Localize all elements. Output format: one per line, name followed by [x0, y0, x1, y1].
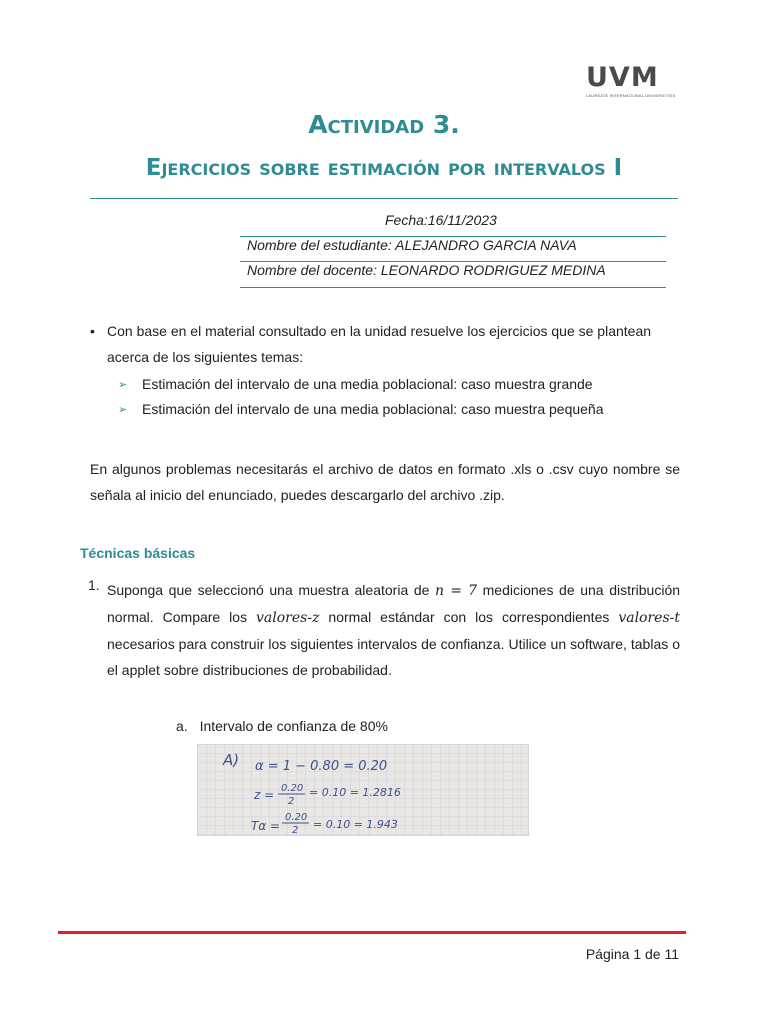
section-heading: Técnicas básicas	[80, 545, 196, 561]
handwriting-label: A)	[223, 751, 240, 769]
meta-divider	[240, 287, 666, 288]
handwriting-fraction-bottom: 2	[288, 796, 295, 807]
handwritten-solution-image	[197, 744, 529, 836]
handwriting-line: = 0.10 = 1.943	[313, 818, 398, 831]
handwriting-line: z =	[254, 788, 275, 802]
topic-text: Estimación del intervalo de una media poblacional: caso muestra pequeña	[142, 401, 604, 417]
logo-tagline: LAUREATE INTERNATIONAL UNIVERSITIES	[586, 93, 676, 98]
uvm-logo	[586, 62, 676, 100]
math-expression: valores-z	[256, 610, 320, 626]
topic-item	[118, 401, 604, 417]
handwriting-line: Tα =	[251, 819, 281, 833]
teacher-name-field: Nombre del docente: LEONARDO RODRIGUEZ MEDINA	[247, 262, 606, 278]
activity-title: Actividad 3.	[308, 110, 460, 139]
instructions-bullet	[90, 318, 680, 370]
subquestion-text: Intervalo de confianza de 80%	[199, 718, 388, 734]
subquestion-a	[176, 718, 388, 734]
data-file-note: En algunos problemas necesitarás el archivo de datos en formato .xls o .csv cuyo nombre se señala al inicio del enunciado, puedes descargarlo del archivo .zip.	[90, 461, 680, 503]
logo-wordmark	[586, 64, 666, 91]
topic-text: Estimación del intervalo de una media poblacional: caso muestra grande	[142, 376, 593, 392]
arrow-bullet-icon: ➢	[118, 379, 128, 391]
arrow-bullet-icon: ➢	[118, 404, 128, 416]
topic-item	[118, 376, 593, 392]
question-text-part: normal estándar con los correspondientes	[328, 609, 610, 625]
logo-text: UVM	[586, 62, 659, 93]
handwriting-line: = 0.10 = 1.2816	[309, 786, 401, 799]
page-number: Página 1 de 11	[585, 946, 679, 962]
handwriting-fraction-bottom: 2	[292, 825, 299, 836]
title-divider	[90, 198, 678, 199]
math-expression: valores-t	[618, 610, 680, 626]
question-number: 1.	[88, 577, 100, 593]
question-text-part: necesarios para construir los siguientes intervalos de confianza. Utilice un software, tablas o el applet sobre distribuciones de probabilidad.	[107, 636, 680, 678]
student-name-field: Nombre del estudiante: ALEJANDRO GARCIA NAVA	[247, 237, 577, 253]
question-text-part: mediciones de una distribución normal. Compare los	[107, 582, 681, 625]
math-expression: n = 7	[435, 583, 478, 599]
handwriting-fraction-top: 0.20	[281, 783, 304, 794]
subquestion-label: a.	[176, 718, 188, 734]
instructions-text: Con base en el material consultado en la unidad resuelve los ejercicios que se plantean acerca de los siguientes temas:	[107, 323, 652, 365]
activity-subtitle: Ejercicios sobre estimación por intervalos I	[145, 155, 623, 181]
date-field: Fecha:16/11/2023	[385, 212, 497, 228]
question-text-part: Suponga que seleccionó una muestra aleatoria de	[107, 582, 430, 598]
handwriting-fraction-top: 0.20	[285, 812, 308, 823]
footer-divider	[58, 931, 686, 934]
bullet-icon: •	[90, 323, 95, 339]
question-text	[107, 577, 680, 683]
handwriting-line: α = 1 − 0.80 = 0.20	[255, 759, 388, 774]
